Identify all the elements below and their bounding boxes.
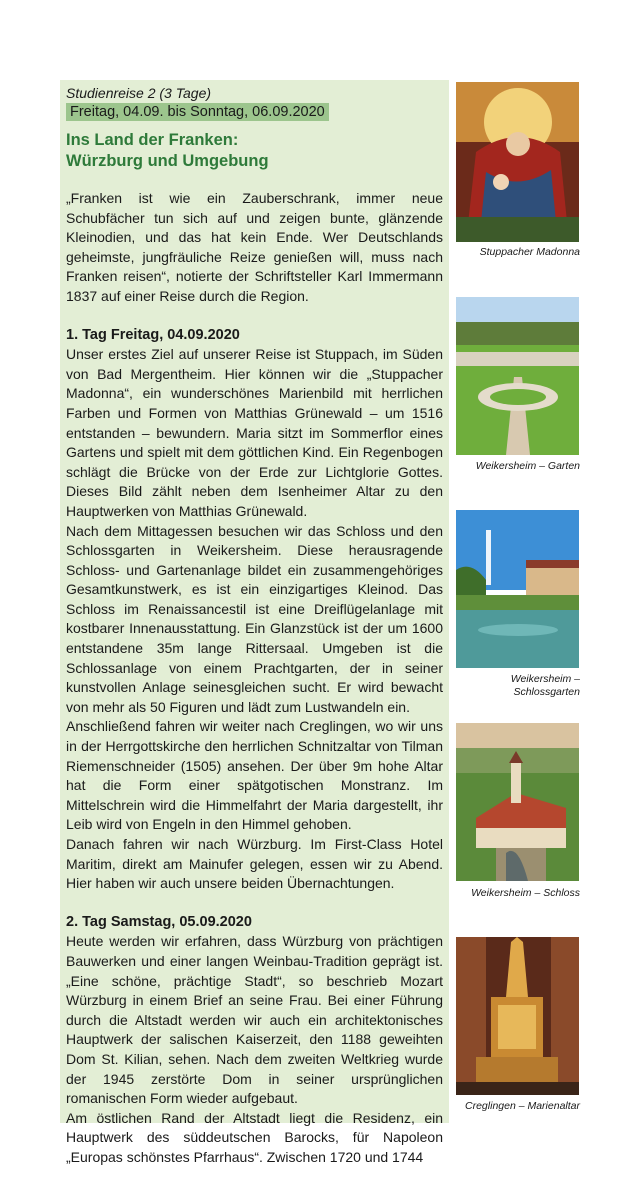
itinerary-panel xyxy=(60,80,449,1165)
day1-paragraph: Anschließend fahren wir weiter nach Creglingen, wo wir uns in der Herrgottskirche den herrlichen Schnitzaltar von Tilman Riemenschneider (1505) ansehen. Der über 9m hohe Altar hat die Form einer spätgotischen Monstranz. Im Mittelschrein wird die Himmelfahrt der Maria dargestellt, ihr Leib wird von Engeln in den Himmel gehoben. xyxy=(66,718,443,833)
day1-paragraph: Danach fahren wir nach Würzburg. Im First-Class Hotel Maritim, direkt am Mainufer gelegen, essen wir zu Abend. Hier haben wir auch unsere beiden Übernachtungen. xyxy=(66,836,443,892)
trip-title-line2: Würzburg und Umgebung xyxy=(66,152,269,170)
day2-paragraph: Heute werden wir erfahren, dass Würzburg von prächtigen Bauwerken und einer langen Weinbau-Tradition geprägt ist. „Eine schöne, prächtige Stadt“, so beschrieb Mozart Würzburg in einem Brief an seine Frau. Bei einer Führung durch die Altstadt werden wir auch ein architektonisches Hauptwerk der salischen Kaiserzeit, den 1188 geweihten Dom St. Kilian, sehen. Nach dem zweiten Weltkrieg wurde der 1945 zerstörte Dom in seiner ursprünglichen romanischen Form wieder aufgebaut. xyxy=(66,933,443,1107)
caption-schlossgarten-line1: Weikersheim – xyxy=(510,673,580,685)
caption-schlossgarten-line2: Schlossgarten xyxy=(513,686,580,698)
caption-schlossgarten xyxy=(450,673,580,699)
day1-heading: 1. Tag Freitag, 04.09.2020 xyxy=(66,326,240,343)
weikersheim-schlossgarten-photo xyxy=(456,510,579,668)
intro-quote: „Franken ist wie ein Zauberschrank, immer neue Schubfächer tun sich auf und zeigen bunte, glänzende Kleinodien, und das hat kein Ende. Wer Deutschlands geheimste, jungfräuliche Reize genießen will, muss nach Franken reisen“, notierte der Schriftsteller Karl Immermann 1837 auf einer Reise durch die Region. xyxy=(66,190,443,304)
day2-heading: 2. Tag Samstag, 05.09.2020 xyxy=(66,913,252,930)
weikersheim-garden-photo xyxy=(456,297,579,455)
madonna-photo xyxy=(456,82,579,242)
trip-dates: Freitag, 04.09. bis Sonntag, 06.09.2020 xyxy=(66,103,329,121)
caption-castle: Weikersheim – Schloss xyxy=(471,887,580,899)
trip-title xyxy=(66,130,443,172)
caption-madonna: Stuppacher Madonna xyxy=(479,246,580,258)
day2-paragraph: Am östlichen Rand der Altstadt liegt die Residenz, ein Hauptwerk des süddeutschen Barocks, für Napoleon „Europas schönstes Pfarrhaus“. Zwischen 1720 und 1744 xyxy=(66,1109,443,1165)
trip-title-line1: Ins Land der Franken: xyxy=(66,131,239,149)
weikersheim-castle-photo xyxy=(456,723,579,881)
trip-subtitle: Studienreise 2 (3 Tage) xyxy=(66,85,212,101)
caption-garden: Weikersheim – Garten xyxy=(475,460,580,472)
day1-paragraph: Nach dem Mittagessen besuchen wir das Schloss und den Schlossgarten in Weikersheim. Diese herausragende Schloss- und Gartenanlage bildet ein zusammengehöriges Gesamtkunstwerk, es ist ein einzigartiges Kleinod. Das Schloss im Renaissancestil ist eine Dreiflügelanlage mit kostbarer Innenausstattung. Ein Glanzstück ist der um 1600 entstandene 35m lange Rittersaal. Umgeben ist die Schlossanlage von einem Prachtgarten, der in seiner kunstvollen Anlage seinesgleichen sucht. Er wird bewacht von mehr als 50 Figuren und lädt zum Lustwandeln ein. xyxy=(66,522,443,715)
marienaltar-photo xyxy=(456,937,579,1095)
day1-paragraph: Unser erstes Ziel auf unserer Reise ist Stuppach, im Süden von Bad Mergentheim. Hier können wir die „Stuppacher Madonna“, ein wunderschönes Marienbild mit herrlichen Farben und Formen von Matthias Grünewald – um 1516 entstanden – bewundern. Maria sitzt im Sommerflor eines Gartens und spielt mit dem göttlichen Kind. Ein Regenbogen schlägt die Brücke von der Erde zur Lichtglorie Gottes. Dieses Bild zählt neben dem Isenheimer Altar zu den Hauptwerken von Matthias Grünewald. xyxy=(66,346,443,519)
caption-altar: Creglingen – Marienaltar xyxy=(465,1100,580,1112)
